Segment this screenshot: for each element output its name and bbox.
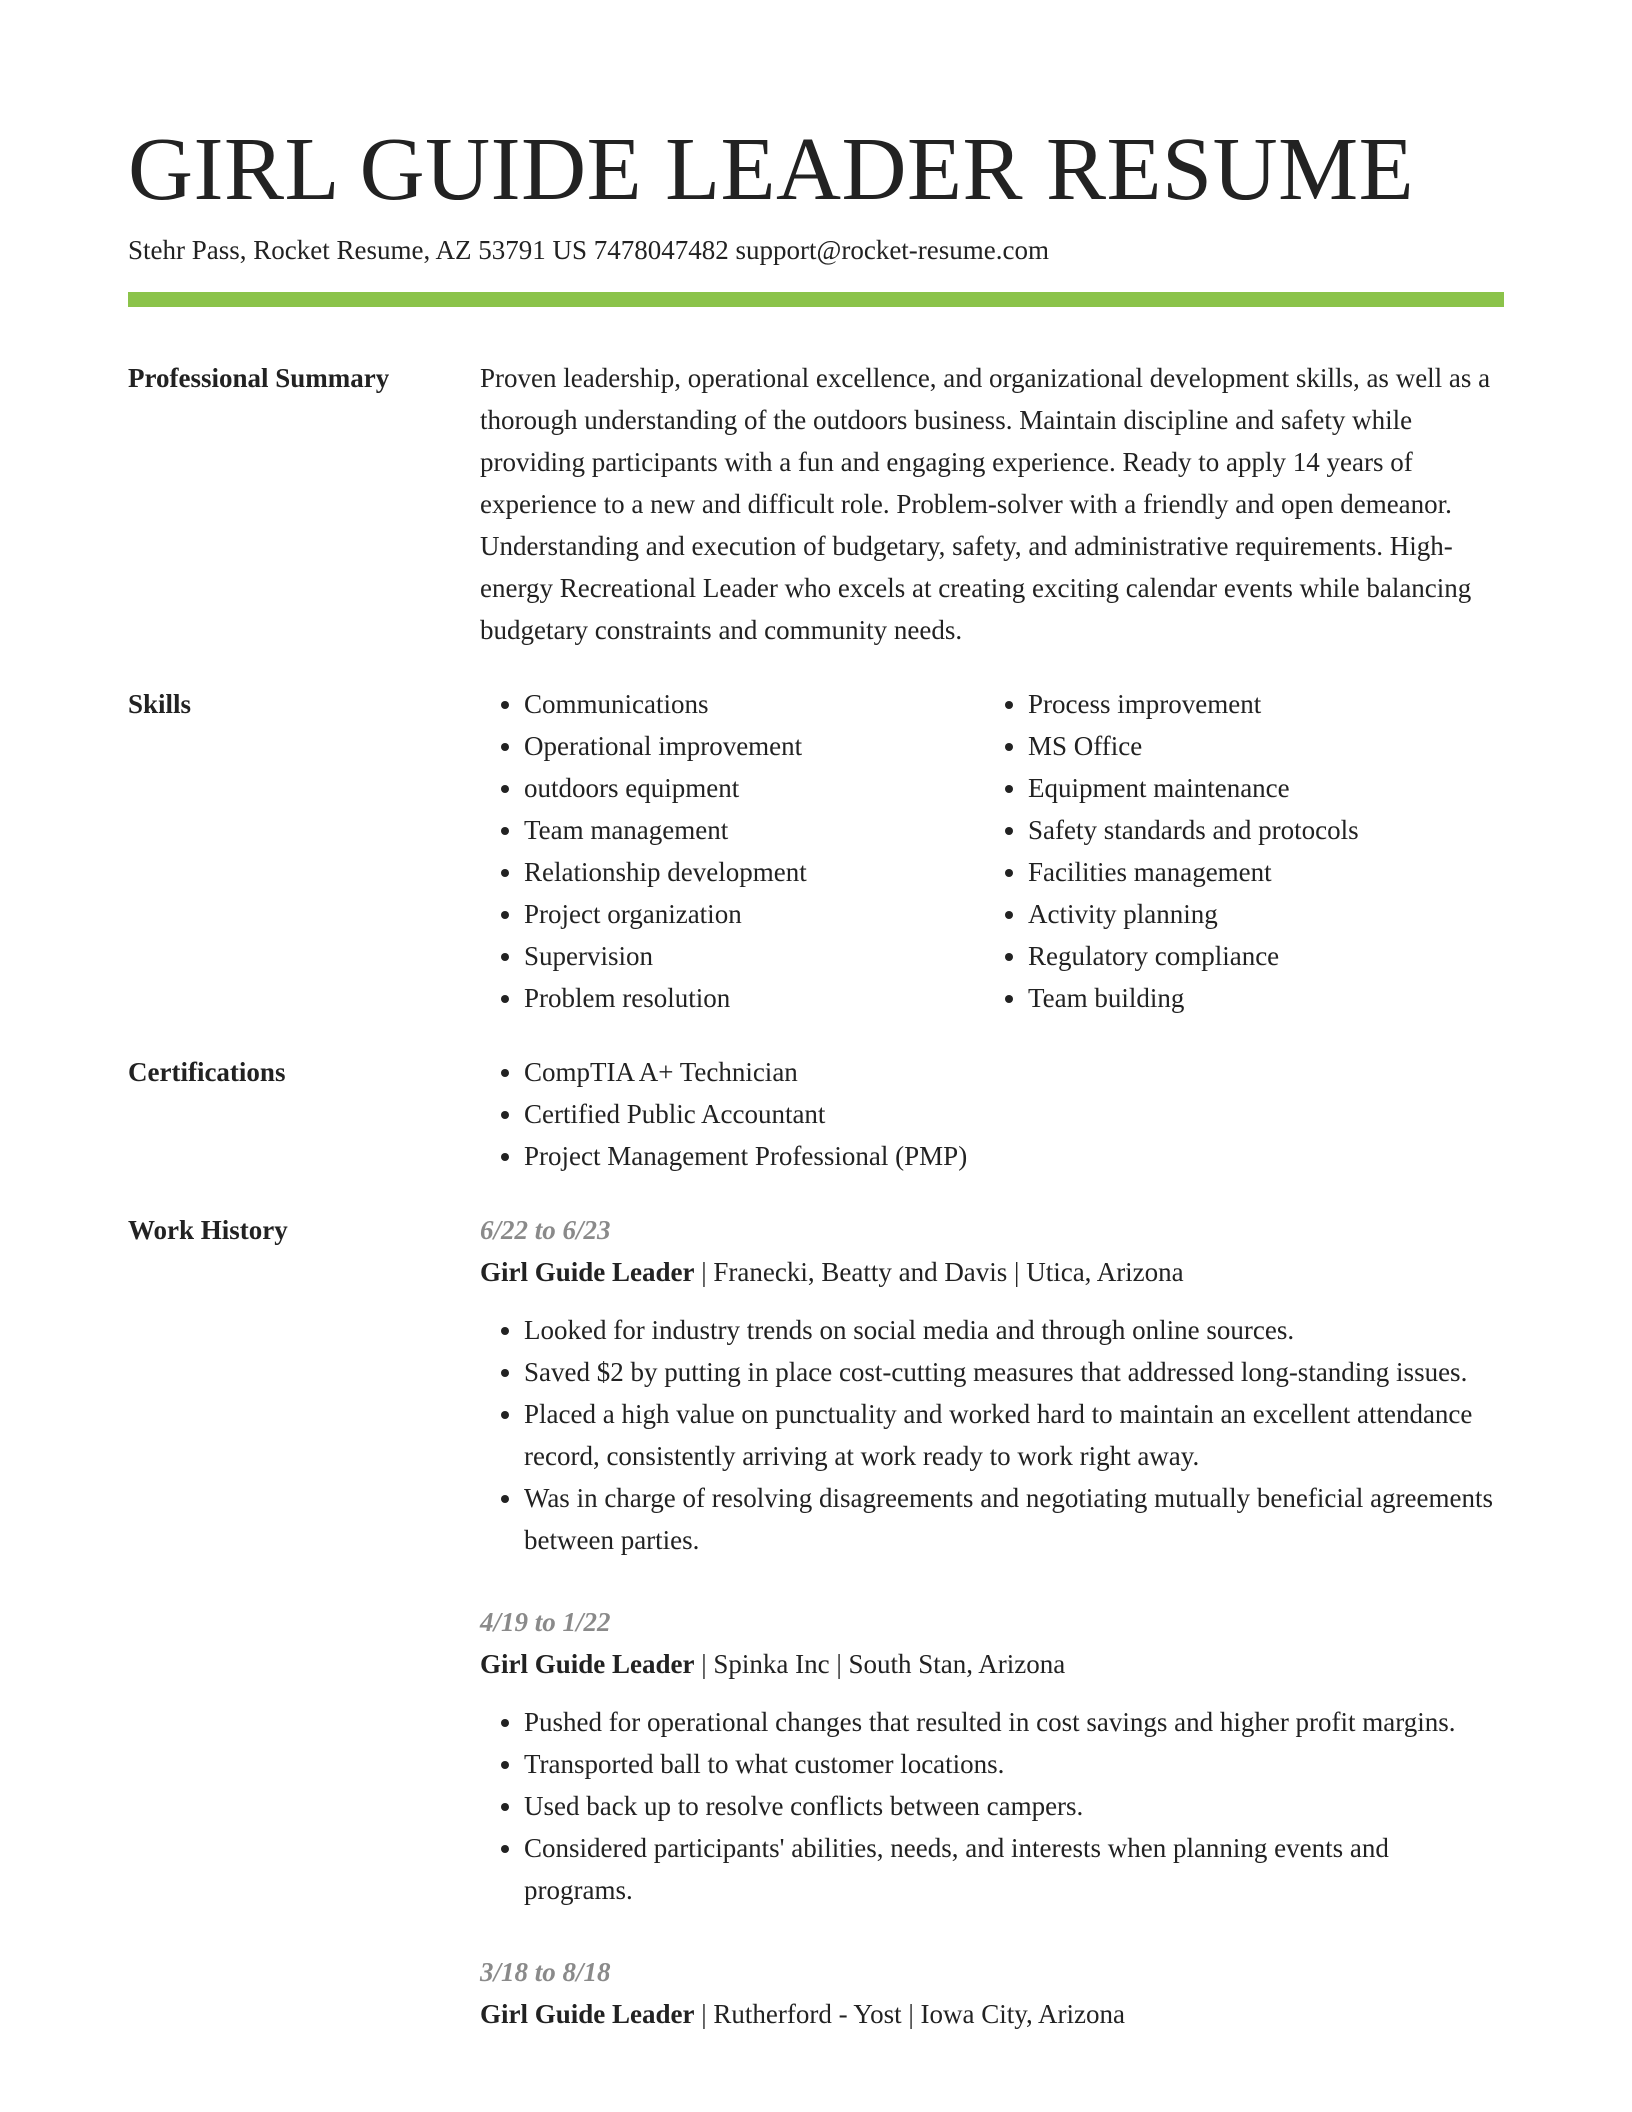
section-label-work-history: Work History [128, 1215, 288, 1245]
job-bullet: • Pushed for operational changes that resulted in cost savings and higher profit margins. [524, 1701, 1504, 1743]
job-bullet: • Placed a high value on punctuality and worked hard to maintain an excellent attendance record, consistently arriving at work ready to work right away. [524, 1393, 1504, 1477]
skill-item: • Problem resolution [524, 977, 984, 1019]
skill-item: • Team management [524, 809, 984, 851]
job-entry [480, 1951, 1504, 2035]
accent-divider [128, 292, 1504, 307]
job-bullet: • Considered participants' abilities, needs, and interests when planning events and programs. [524, 1827, 1504, 1911]
skill-item: • Relationship development [524, 851, 984, 893]
job-bullet: • Was in charge of resolving disagreements and negotiating mutually beneficial agreements between parties. [524, 1477, 1504, 1561]
job-dates: 4/19 to 1/22 [480, 1607, 611, 1637]
work-history-section [128, 1209, 1504, 2075]
certification-item: • Certified Public Accountant [524, 1093, 1504, 1135]
skill-item: • Communications [524, 683, 984, 725]
contact-line: Stehr Pass, Rocket Resume, AZ 53791 US 7478047482 support@rocket-resume.com [128, 235, 1050, 265]
summary-section [128, 357, 1504, 651]
job-bullet: • Used back up to resolve conflicts between campers. [524, 1785, 1504, 1827]
job-title: Girl Guide Leader [480, 1999, 695, 2029]
job-bullet: • Saved $2 by putting in place cost-cutting measures that addressed long-standing issues. [524, 1351, 1504, 1393]
certification-item: • Project Management Professional (PMP) [524, 1135, 1504, 1177]
job-entry [480, 1601, 1504, 1911]
job-header [480, 1993, 1504, 2035]
certifications-list [480, 1051, 1504, 1177]
job-bullets [480, 1701, 1504, 1911]
certification-item: • CompTIA A+ Technician [524, 1051, 1504, 1093]
skill-item: • Regulatory compliance [1028, 935, 1488, 977]
job-title: Girl Guide Leader [480, 1257, 695, 1287]
skills-list-left [480, 683, 984, 1019]
job-details: | Franecki, Beatty and Davis | Utica, Arizona [694, 1257, 1184, 1287]
skill-item: • Process improvement [1028, 683, 1488, 725]
skill-item: • MS Office [1028, 725, 1488, 767]
skill-item: • Equipment maintenance [1028, 767, 1488, 809]
resume-title: GIRL GUIDE LEADER RESUME [128, 120, 1415, 219]
job-bullet: • Transported ball to what customer locations. [524, 1743, 1504, 1785]
skills-section [128, 683, 1504, 1019]
skill-item: • outdoors equipment [524, 767, 984, 809]
section-label-certifications: Certifications [128, 1057, 286, 1087]
summary-text: Proven leadership, operational excellence, and organizational development skills, as well as a thorough understanding of the outdoors business. Maintain discipline and safety while providing participants with a fun and engaging experience. Ready to apply 14 years of experience to a new and difficult role. Problem-solver with a friendly and open demeanor. Understanding and execution of budgetary, safety, and administrative requirements. High-energy Recreational Leader who excels at creating exciting calendar events while balancing budgetary constraints and community needs. [480, 363, 1491, 645]
skills-grid [480, 683, 1504, 1019]
section-label-summary: Professional Summary [128, 363, 390, 393]
job-dates: 3/18 to 8/18 [480, 1957, 611, 1987]
section-label-skills: Skills [128, 689, 192, 719]
job-bullets [480, 1309, 1504, 1561]
skill-item: • Project organization [524, 893, 984, 935]
skill-item: • Team building [1028, 977, 1488, 1019]
job-dates: 6/22 to 6/23 [480, 1215, 611, 1245]
job-header [480, 1251, 1504, 1293]
skill-item: • Activity planning [1028, 893, 1488, 935]
skill-item: • Operational improvement [524, 725, 984, 767]
skills-list-right [984, 683, 1488, 1019]
skill-item: • Safety standards and protocols [1028, 809, 1488, 851]
certifications-body [480, 1051, 1504, 1177]
work-history-body [480, 1209, 1504, 2075]
certifications-section [128, 1051, 1504, 1177]
skill-item: • Facilities management [1028, 851, 1488, 893]
skills-column-left [480, 683, 984, 1019]
job-title: Girl Guide Leader [480, 1649, 695, 1679]
job-header [480, 1643, 1504, 1685]
skill-item: • Supervision [524, 935, 984, 977]
skills-column-right [984, 683, 1488, 1019]
job-details: | Spinka Inc | South Stan, Arizona [694, 1649, 1066, 1679]
job-bullet: • Looked for industry trends on social media and through online sources. [524, 1309, 1504, 1351]
job-entry [480, 1209, 1504, 1561]
job-details: | Rutherford - Yost | Iowa City, Arizona [694, 1999, 1126, 2029]
